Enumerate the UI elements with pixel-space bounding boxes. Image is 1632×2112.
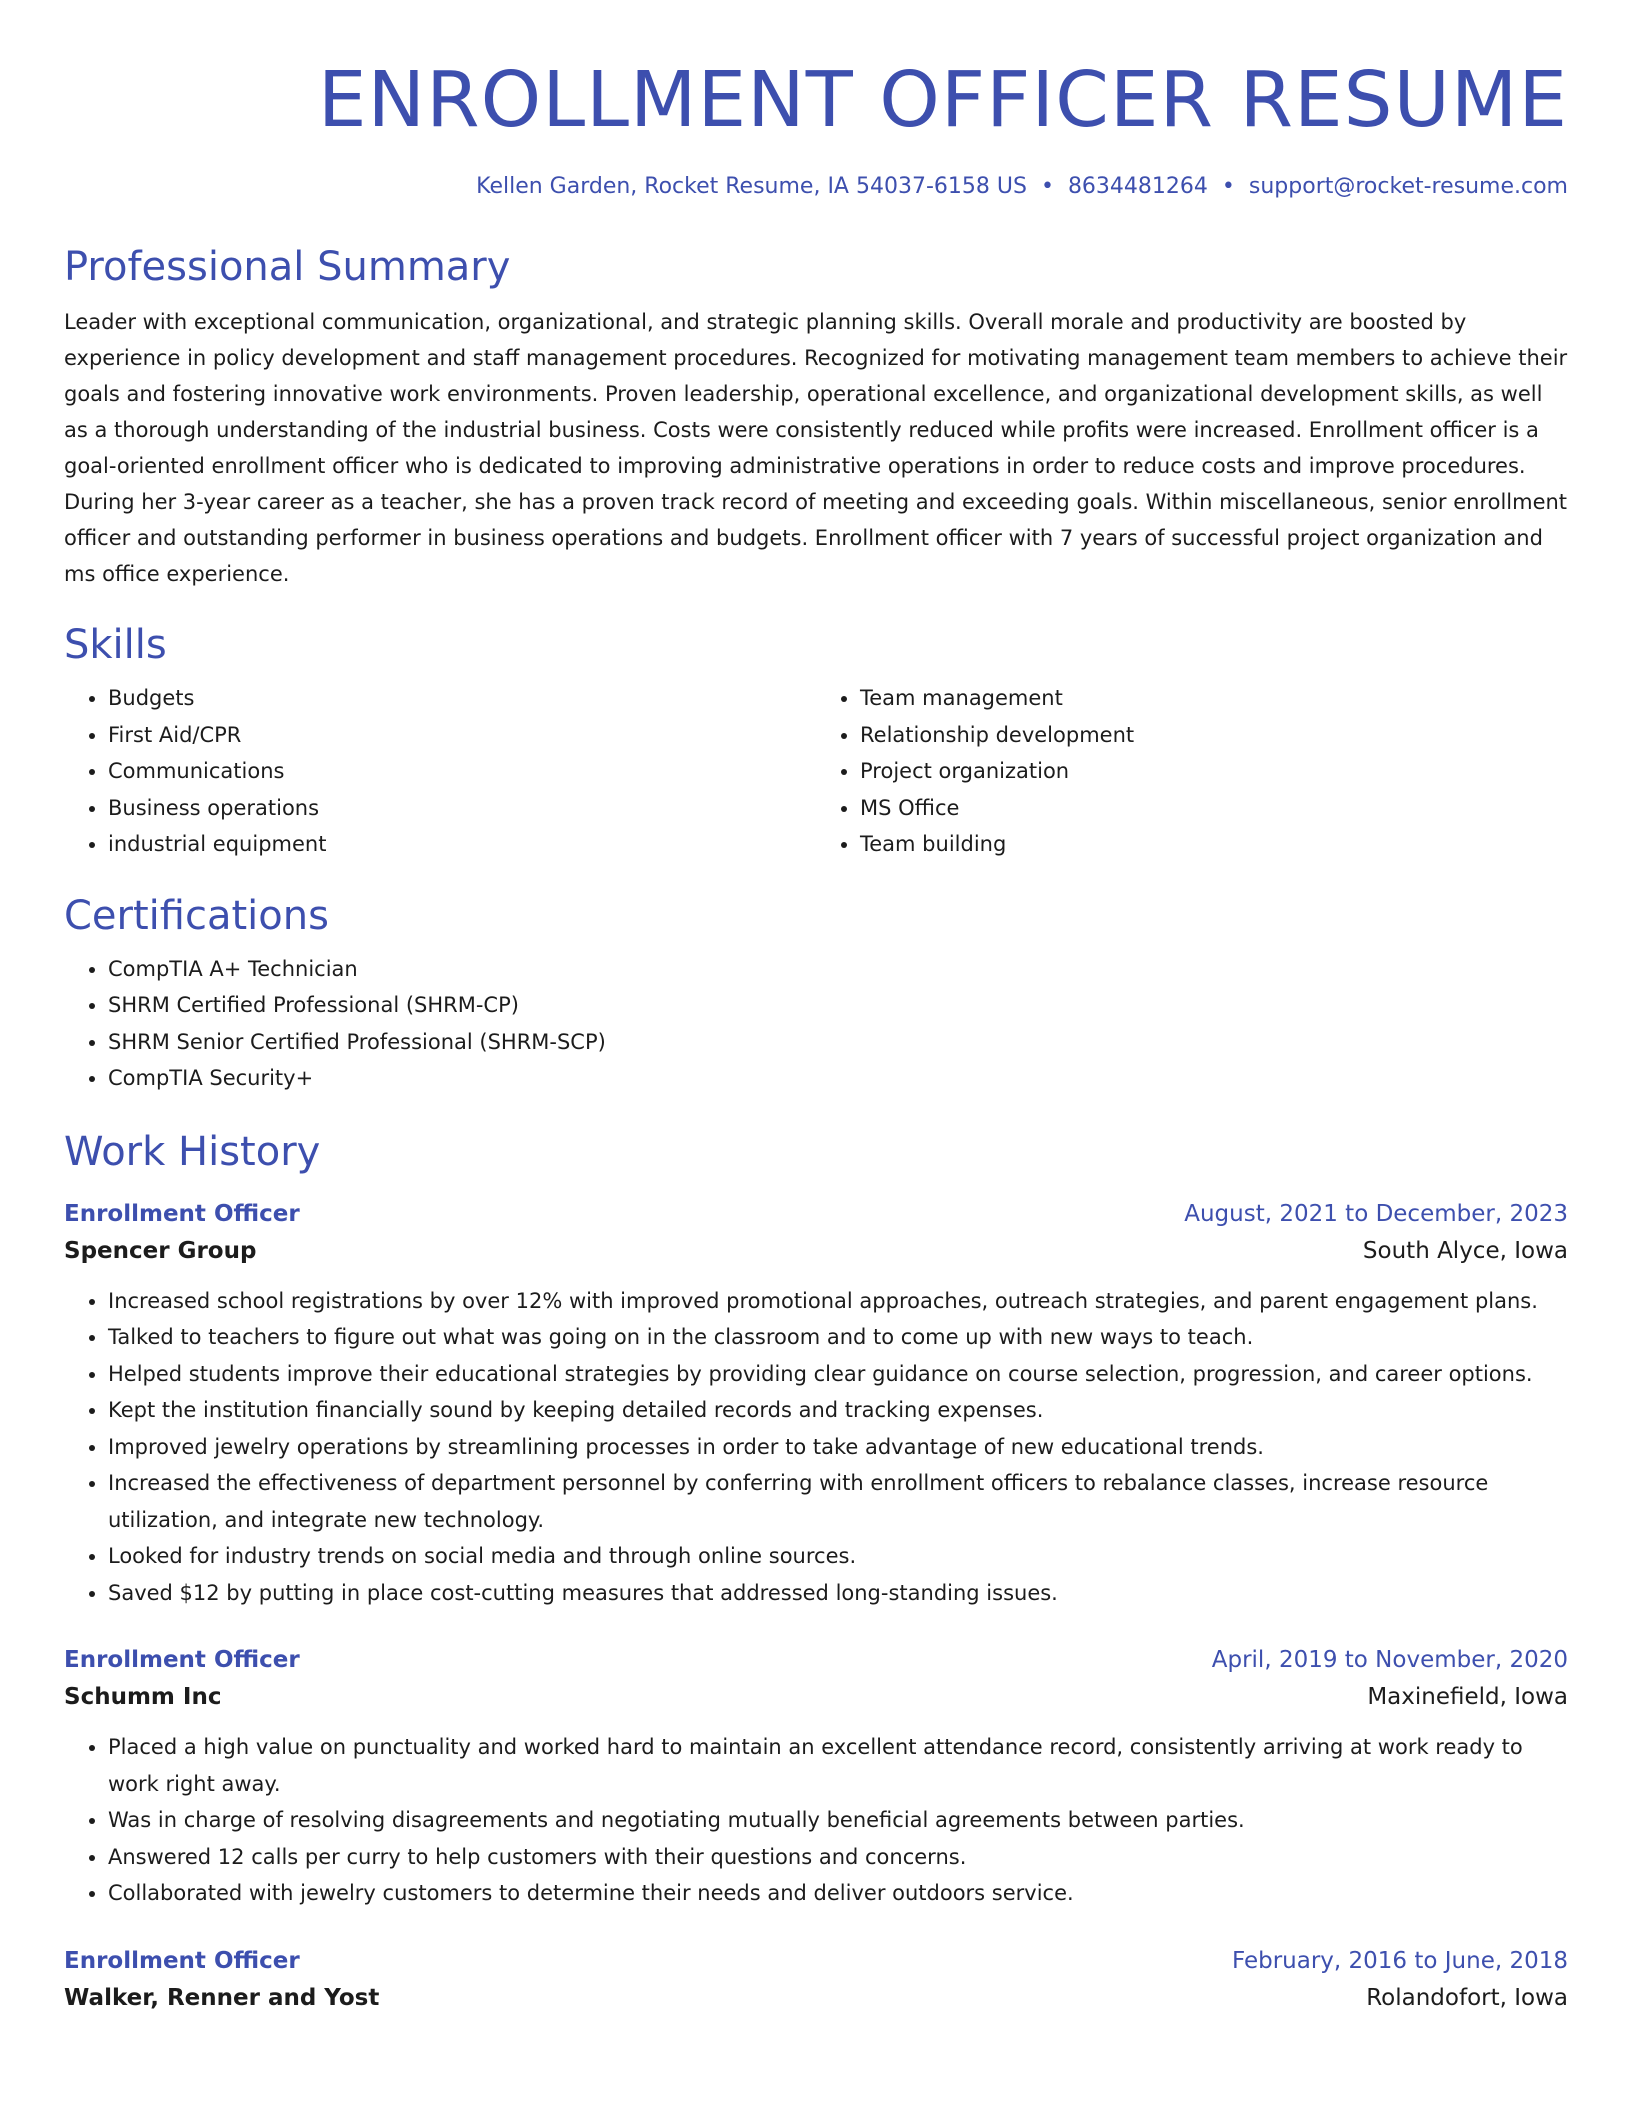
job-bullets	[64, 1729, 1568, 1912]
skill-item: • MS Office	[860, 790, 1568, 827]
job-bullet: • Improved jewelry operations by streamlining processes in order to take advantage of new educational trends.	[108, 1429, 1568, 1466]
job-entry	[64, 1197, 1568, 1612]
job-bullet: • Talked to teachers to figure out what was going on in the classroom and to come up with new ways to teach.	[108, 1319, 1568, 1356]
job-location: South Alyce, Iowa	[1362, 1237, 1568, 1264]
job-dates: August, 2021 to December, 2023	[1184, 1200, 1568, 1227]
certifications-heading: Certifications	[64, 892, 329, 939]
skills-column-right	[816, 680, 1568, 863]
contact-address: Kellen Garden, Rocket Resume, IA 54037-6158 US	[476, 174, 1027, 199]
contact-separator: •	[1221, 174, 1235, 199]
job-company: Spencer Group	[64, 1237, 257, 1264]
summary-text: Leader with exceptional communication, organizational, and strategic planning skills. Overall morale and productivity are boosted by experience in policy development and staff management procedures. Recognized for motivating management team members to achieve their goals and fostering innovative work environments. Proven leadership, operational excellence, and organizational development skills, as well as a thorough understanding of the industrial business. Costs were consistently reduced while profits were increased. Enrollment officer is a goal-oriented enrollment officer who is dedicated to improving administrative operations in order to reduce costs and improve procedures. During her 3-year career as a teacher, she has a proven track record of meeting and exceeding goals. Within miscellaneous, senior enrollment officer and outstanding performer in business operations and budgets. Enrollment officer with 7 years of successful project organization and ms office experience.	[64, 310, 1568, 586]
resume-header	[64, 0, 1568, 202]
job-title: Enrollment Officer	[64, 1647, 300, 1673]
work-history-heading: Work History	[64, 1128, 321, 1175]
job-bullet: • Kept the institution financially sound by keeping detailed records and tracking expenses.	[108, 1392, 1568, 1429]
skill-item: • industrial equipment	[108, 826, 816, 863]
skill-item: • Budgets	[108, 680, 816, 717]
job-entry	[64, 1643, 1568, 1912]
skill-item: • Team management	[860, 680, 1568, 717]
certification-item: • SHRM Senior Certified Professional (SHRM-SCP)	[108, 1024, 1568, 1061]
job-company: Schumm Inc	[64, 1684, 222, 1710]
skill-item: • Team building	[860, 826, 1568, 863]
job-bullet: • Increased school registrations by over 12% with improved promotional approaches, outreach strategies, and parent engagement plans.	[108, 1283, 1568, 1320]
job-location: Rolandofort, Iowa	[1366, 1984, 1568, 2011]
job-title: Enrollment Officer	[64, 1200, 300, 1227]
job-dates: February, 2016 to June, 2018	[1231, 1947, 1568, 1974]
certifications-list	[64, 951, 1568, 1097]
job-bullet: • Was in charge of resolving disagreements and negotiating mutually beneficial agreements between parties.	[108, 1802, 1568, 1839]
skill-item: • Business operations	[108, 790, 816, 827]
contact-separator: •	[1040, 174, 1054, 199]
skills-heading: Skills	[64, 622, 167, 668]
job-bullet: • Increased the effectiveness of department personnel by conferring with enrollment officers to rebalance classes, increase resource utilization, and integrate new technology.	[108, 1465, 1568, 1538]
skill-item: • Relationship development	[860, 717, 1568, 754]
job-bullet: • Helped students improve their educational strategies by providing clear guidance on course selection, progression, and career options.	[108, 1356, 1568, 1393]
job-title: Enrollment Officer	[64, 1947, 300, 1974]
resume-title: ENROLLMENT OFFICER RESUME	[317, 56, 1568, 145]
skills-list	[64, 680, 1568, 863]
job-bullet: • Collaborated with jewelry customers to determine their needs and deliver outdoors service.	[108, 1875, 1568, 1912]
job-dates: April, 2019 to November, 2020	[1211, 1647, 1568, 1673]
job-bullets	[64, 1283, 1568, 1612]
contact-phone: 8634481264	[1067, 174, 1208, 199]
job-company: Walker, Renner and Yost	[64, 1984, 380, 2011]
certification-item: • CompTIA A+ Technician	[108, 951, 1568, 988]
job-bullet: • Looked for industry trends on social media and through online sources.	[108, 1538, 1568, 1575]
certification-item: • SHRM Certified Professional (SHRM-CP)	[108, 987, 1568, 1024]
skill-item: • First Aid/CPR	[108, 717, 816, 754]
summary-heading: Professional Summary	[64, 244, 511, 290]
skills-column-left	[64, 680, 816, 863]
certification-item: • CompTIA Security+	[108, 1060, 1568, 1097]
skill-item: • Project organization	[860, 753, 1568, 790]
job-bullet: • Answered 12 calls per curry to help customers with their questions and concerns.	[108, 1839, 1568, 1876]
job-entry	[64, 1944, 1568, 2018]
contact-line	[64, 172, 1568, 202]
job-bullet: • Placed a high value on punctuality and worked hard to maintain an excellent attendance record, consistently arriving at work ready to work right away.	[108, 1729, 1568, 1802]
skill-item: • Communications	[108, 753, 816, 790]
job-location: Maxinefield, Iowa	[1367, 1684, 1568, 1710]
contact-email[interactable]: support@rocket-resume.com	[1248, 174, 1568, 199]
job-bullet: • Saved $12 by putting in place cost-cutting measures that addressed long-standing issues.	[108, 1575, 1568, 1612]
